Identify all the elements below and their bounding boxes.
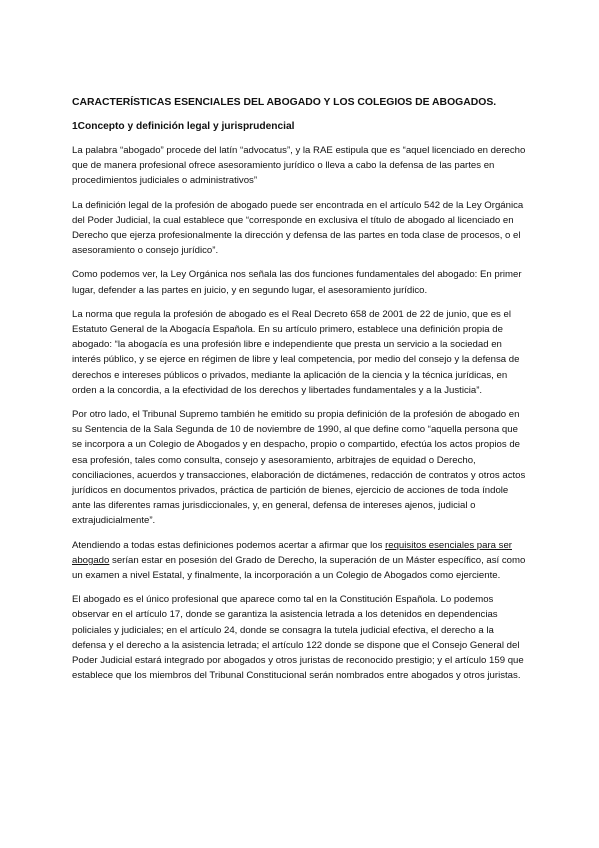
section-heading: 1Concepto y definición legal y jurisprudencial [72, 121, 295, 132]
requirements-text-after: serían estar en posesión del Grado de Derecho, la superación de un Máster específico, así como un examen a nivel Estatal, y finalmente, la incorporación a un Colegio de Abogados como ejerciente. [72, 554, 526, 582]
paragraph-legal-definition: La definición legal de la profesión de abogado puede ser encontrada en el artículo 542 de la Ley Orgánica del Poder Judicial, la cual establece que “corresponde en exclusiva el título de abogado al licenciado en Derecho que ejerza profesionalmente la dirección y defensa de las partes en toda clase de procesos, o el asesoramiento o consejo jurídico”. [72, 199, 524, 257]
paragraph-requirements [72, 538, 527, 584]
requirements-text-before: Atendiendo a todas estas definiciones podemos acertar a afirmar que los [72, 539, 386, 551]
paragraph-functions: Como podemos ver, la Ley Orgánica nos señala las dos funciones fundamentales del abogado: En primer lugar, defender a las partes en juicio, y en segundo lugar, el asesoramiento jurídico. [72, 269, 522, 296]
paragraph-statute: La norma que regula la profesión de abogado es el Real Decreto 658 de 2001 de 22 de junio, que es el Estatuto General de la Abogacía Española. En su artículo primero, establece una definición propia de abogado: “la abogacía es una profesión libre e independiente que presta un servicio a la sociedad en interés público, y se ejerce en régimen de libre y leal competencia, por medio del consejo y la defensa de derechos e intereses públicos o privados, mediante la aplicación de la ciencia y la técnica jurídicas, en orden a la concordia, a la efectividad de los derechos y libertades fundamentales y a la Justicia”. [72, 308, 520, 396]
paragraph-supreme-court: Por otro lado, el Tribunal Supremo también he emitido su propia definición de la profesión de abogado en su Sentencia de la Sala Segunda de 10 de noviembre de 1990, al que define como “aquella persona que se incorpora a un Colegio de Abogados y en despacho, propio o compartido, efectúa los actos propios de esa profesión, tales como consulta, consejo y asesoramiento, arbitrajes de equidad o Derecho, conciliaciones, acuerdos y transacciones, elaboración de dictámenes, redacción de contratos y otros actos jurídicos en documentos privados, práctica de partición de bienes, ejercicio de acciones de toda índole ante las diferentes ramas jurisdiccionales, y, en general, defensa de intereses ajenos, judicial o extrajudicialmente”. [72, 409, 526, 527]
requirements-link[interactable]: requisitos esenciales para ser abogado [72, 539, 512, 566]
document-title: CARACTERÍSTICAS ESENCIALES DEL ABOGADO Y LOS COLEGIOS DE ABOGADOS. [72, 97, 497, 108]
paragraph-constitution: El abogado es el único profesional que aparece como tal en la Constitución Española. Lo podemos observar en el artículo 17, donde se garantiza la asistencia letrada a los detenidos en dependencias policiales y judiciales; en el artículo 24, donde se consagra la tutela judicial efectiva, el derecho a la defensa y el derecho a la asistencia letrada; el artículo 122 donde se dispone que el Consejo General del Poder Judicial estará integrado por abogados y otros juristas de reconocido prestigio; y el artículo 159 que establece que los miembros del Tribunal Constitucional serán nombrados entre abogados y otros juristas. [72, 594, 524, 682]
paragraph-etymology: La palabra “abogado” procede del latín “advocatus”, y la RAE estipula que es “aquel licenciado en derecho que de manera profesional ofrece asesoramiento jurídico o lleva a cabo la defensa de las partes en procedimientos judiciales o administrativos” [72, 145, 526, 187]
